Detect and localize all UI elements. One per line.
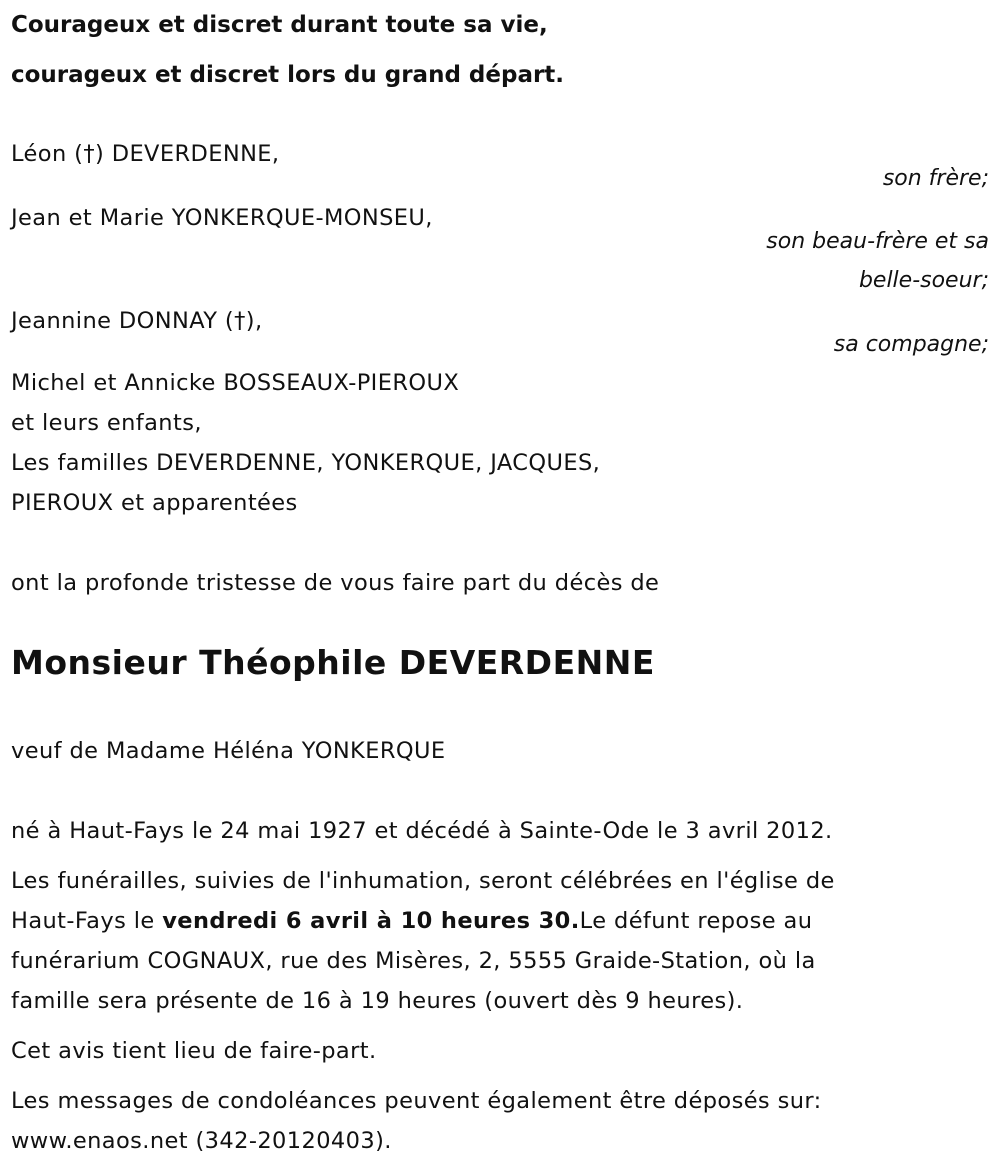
funeral-date-time: vendredi 6 avril à 10 heures 30. (162, 908, 580, 934)
widower-line: veuf de Madame Héléna YONKERQUE (11, 738, 446, 764)
intro-line-2: courageux et discret lors du grand départ. (11, 62, 565, 88)
funeral-line-2 (11, 908, 812, 934)
family-member-name-1: Léon (†) DEVERDENNE, (11, 141, 280, 167)
family-member-relation-1: son frère; (882, 166, 989, 191)
condolences-link[interactable]: www.enaos.net (342-20120403). (11, 1128, 392, 1154)
announcement: ont la profonde tristesse de vous faire part du décès de (11, 570, 660, 596)
intro-line-1: Courageux et discret durant toute sa vie, (11, 12, 548, 38)
others-line-4: PIEROUX et apparentées (11, 490, 298, 516)
deceased-name: Monsieur Théophile DEVERDENNE (11, 643, 655, 682)
others-line-1: Michel et Annicke BOSSEAUX-PIEROUX (11, 370, 460, 396)
family-member-name-2: Jean et Marie YONKERQUE-MONSEU, (11, 205, 433, 231)
others-line-3: Les familles DEVERDENNE, YONKERQUE, JACQUES, (11, 450, 601, 476)
funeral-line-2-prefix: Haut-Fays le (11, 908, 163, 934)
birth-death-line: né à Haut-Fays le 24 mai 1927 et décédé à Sainte-Ode le 3 avril 2012. (11, 818, 833, 844)
family-member-name-3: Jeannine DONNAY (†), (11, 308, 263, 334)
funeral-line-3: funérarium COGNAUX, rue des Misères, 2, 5555 Graide-Station, où la (11, 948, 816, 974)
funeral-line-1: Les funérailles, suivies de l'inhumation, seront célébrées en l'église de (11, 868, 835, 894)
others-line-2: et leurs enfants, (11, 410, 202, 436)
funeral-line-4: famille sera présente de 16 à 19 heures (ouvert dès 9 heures). (11, 988, 744, 1014)
family-member-relation-2b: belle-soeur; (858, 268, 989, 293)
funeral-line-2-suffix: Le défunt repose au (579, 908, 813, 934)
family-member-relation-2a: son beau-frère et sa (766, 229, 989, 254)
condolences-line-1: Les messages de condoléances peuvent également être déposés sur: (11, 1088, 822, 1114)
family-member-relation-3: sa compagne; (833, 332, 989, 357)
notice-line: Cet avis tient lieu de faire-part. (11, 1038, 377, 1064)
